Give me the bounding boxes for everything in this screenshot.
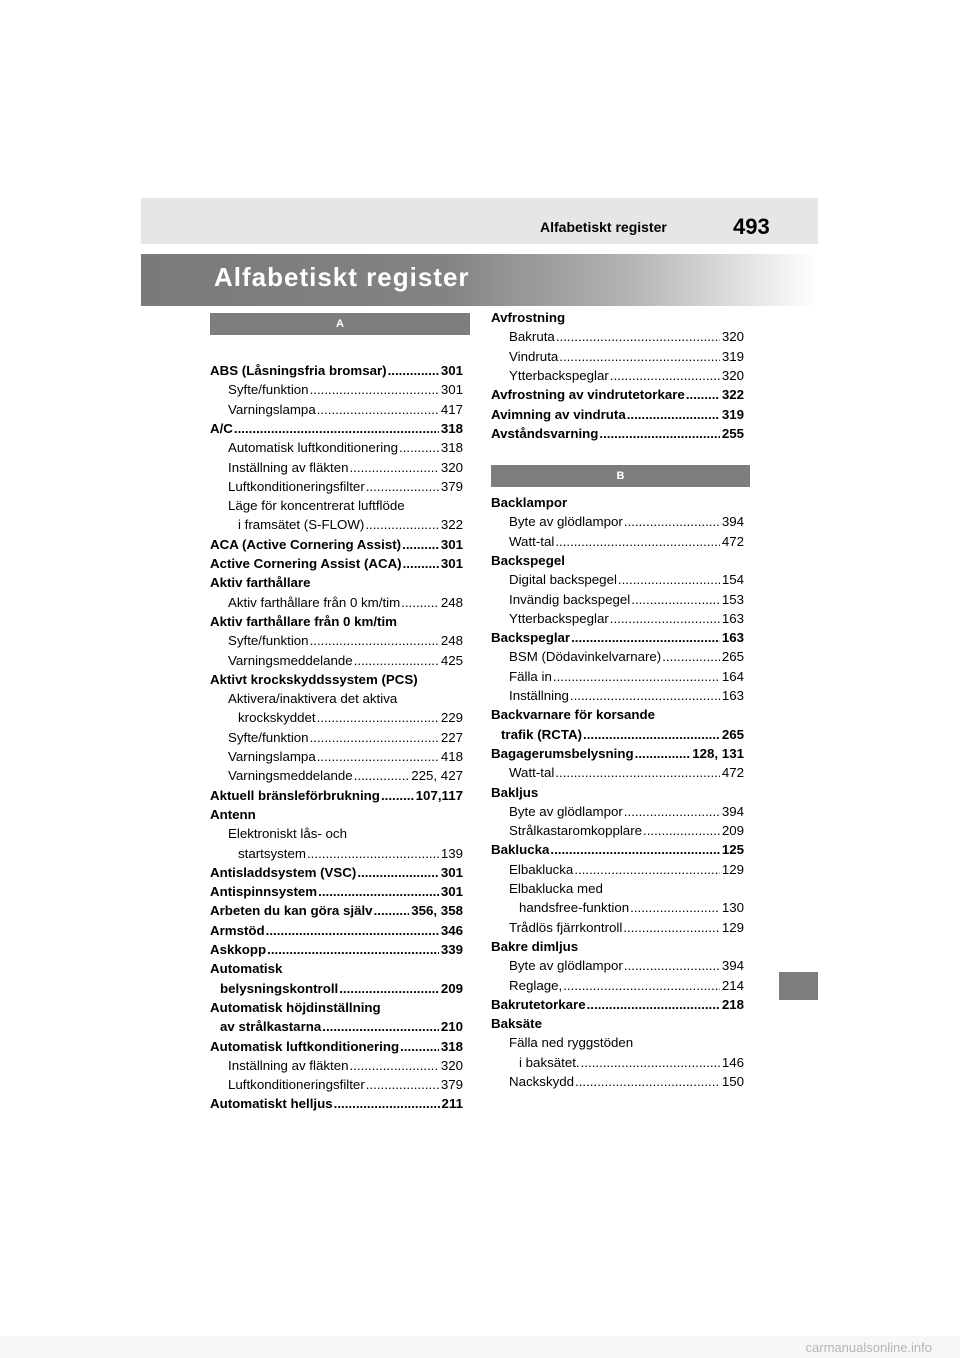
index-entry-label: Arbeten du kan göra själv xyxy=(210,903,373,919)
index-entry xyxy=(491,551,744,570)
index-entry-page: 248 xyxy=(440,633,463,649)
index-entry-page: 265 xyxy=(721,649,744,665)
leader-dots xyxy=(635,744,691,763)
leader-dots xyxy=(627,405,720,424)
index-entry-page: 301 xyxy=(440,864,463,880)
leader-dots xyxy=(357,863,439,882)
index-entry xyxy=(509,686,744,705)
leader-dots xyxy=(374,901,410,920)
index-entry xyxy=(210,1094,463,1113)
title-band xyxy=(141,254,818,306)
left-column xyxy=(210,313,470,1112)
index-entry xyxy=(228,438,463,457)
index-entry-label: ACA (Active Cornering Assist) xyxy=(210,536,402,552)
leader-dots xyxy=(317,747,439,766)
index-entry-page: 322 xyxy=(440,517,463,533)
header-section-title: Alfabetiskt register xyxy=(540,219,667,235)
leader-dots xyxy=(624,802,720,821)
index-entry xyxy=(519,898,744,917)
index-entry xyxy=(228,593,463,612)
index-entry-label: Baksäte xyxy=(491,1016,543,1032)
index-entry-label: Bakljus xyxy=(491,784,539,800)
index-entry-page: 153 xyxy=(721,591,744,607)
index-entry xyxy=(509,956,744,975)
index-entry-label: Digital backspegel xyxy=(509,572,617,588)
index-entry xyxy=(220,1017,463,1036)
index-entry-page: 128, 131 xyxy=(692,745,744,761)
index-entry-page: 339 xyxy=(440,942,463,957)
index-entry xyxy=(228,747,463,766)
index-entry xyxy=(210,786,463,805)
index-entry-page: 394 xyxy=(721,803,744,819)
index-entry-label: Automatisk höjdinställning xyxy=(210,999,381,1015)
section-letter-b: B xyxy=(491,465,750,487)
index-entry xyxy=(210,805,463,824)
index-entry-label: Fälla ned ryggstöden xyxy=(509,1035,634,1051)
leader-dots xyxy=(559,347,720,366)
index-entry-page: 130 xyxy=(721,900,744,916)
leader-dots xyxy=(662,647,720,666)
index-entry-label: Automatisk luftkonditionering xyxy=(228,440,398,456)
index-entry-label: Aktivt krockskyddssystem (PCS) xyxy=(210,671,418,687)
leader-dots xyxy=(317,708,439,727)
index-entry-label: Fälla in xyxy=(509,668,552,684)
leader-dots xyxy=(610,609,720,628)
index-entry-page: 320 xyxy=(721,329,744,345)
index-entry xyxy=(238,708,463,727)
index-entry-label: Luftkonditioneringsfilter xyxy=(228,1077,365,1093)
index-entry xyxy=(210,554,463,573)
index-entry xyxy=(228,458,463,477)
index-entry-page: 164 xyxy=(721,668,744,684)
leader-dots xyxy=(267,940,439,959)
index-entry-label: Syfte/funktion xyxy=(228,729,309,745)
leader-dots xyxy=(624,512,720,531)
index-entry xyxy=(509,918,744,937)
index-entry xyxy=(228,766,463,785)
index-entry xyxy=(228,477,463,496)
index-entry-label: Aktivera/inaktivera det aktiva xyxy=(228,691,398,707)
index-entry-page: 417 xyxy=(440,401,463,417)
index-entry-label: Syfte/funktion xyxy=(228,633,309,649)
index-entry xyxy=(228,1075,463,1094)
index-entry xyxy=(210,573,463,592)
leader-dots xyxy=(349,458,438,477)
index-entry-label: Reglage, xyxy=(509,977,563,993)
leader-dots xyxy=(583,725,720,744)
index-entry xyxy=(210,998,463,1017)
index-entry xyxy=(491,424,744,443)
index-entry-page: 211 xyxy=(441,1096,463,1112)
index-entry xyxy=(491,783,744,802)
leader-dots xyxy=(574,860,720,879)
index-entry-page: 265 xyxy=(721,726,744,742)
index-entry-label: Watt-tal xyxy=(509,533,555,549)
index-entry-label: Bakre dimljus xyxy=(491,938,579,954)
index-entry xyxy=(509,1072,744,1091)
index-entry xyxy=(228,380,463,399)
index-entry xyxy=(228,728,463,747)
index-entry xyxy=(509,976,744,995)
index-entry-label: av strålkastarna xyxy=(220,1019,322,1035)
index-entry xyxy=(509,609,744,628)
index-entry xyxy=(210,921,463,940)
page-number: 493 xyxy=(733,214,770,239)
index-entry-label: Invändig backspegel xyxy=(509,591,631,607)
index-entry xyxy=(228,631,463,650)
index-entry-label: i baksätet. xyxy=(519,1054,580,1070)
index-entry xyxy=(210,670,463,689)
index-entry-label: Inställning av fläkten xyxy=(228,1057,349,1073)
index-entry-label: handsfree-funktion xyxy=(519,900,630,916)
index-entry-page: 418 xyxy=(440,749,463,764)
index-entry xyxy=(509,366,744,385)
leader-dots xyxy=(401,593,439,612)
leader-dots xyxy=(550,840,719,859)
index-entry xyxy=(210,361,463,380)
index-entry-label: Avfrostning xyxy=(491,310,566,325)
index-entry-page: 320 xyxy=(721,367,744,383)
index-entry xyxy=(491,628,744,647)
watermark: carmanualsonline.info xyxy=(805,1340,932,1355)
index-entry-label: Askkopp xyxy=(210,942,267,957)
leader-dots xyxy=(587,995,720,1014)
index-entry-page: 154 xyxy=(721,572,744,588)
leader-dots xyxy=(686,385,720,404)
index-entry-label: trafik (RCTA) xyxy=(501,726,583,742)
index-entry-label: BSM (Dödavinkelvarnare) xyxy=(509,649,662,665)
index-entry xyxy=(220,979,463,998)
index-entry-page: 322 xyxy=(721,387,744,403)
index-entry xyxy=(228,689,463,708)
index-entry-label: Bagagerumsbelysning xyxy=(491,745,634,761)
leader-dots xyxy=(349,1056,438,1075)
leader-dots xyxy=(310,728,439,747)
leader-dots xyxy=(365,515,438,534)
index-entry-page: 255 xyxy=(721,425,744,441)
index-entry-page: 318 xyxy=(440,1038,463,1054)
index-entry-label: A/C xyxy=(210,420,233,436)
index-entry-page: 301 xyxy=(440,536,463,552)
index-entry-label: Aktiv farthållare från 0 km/tim xyxy=(210,613,397,629)
leader-dots xyxy=(307,844,439,863)
leader-dots xyxy=(643,821,720,840)
index-entry xyxy=(509,879,744,898)
index-entry-label: Aktiv farthållare från 0 km/tim xyxy=(228,594,401,610)
index-entry-page: 214 xyxy=(721,977,744,993)
chapter-side-tab xyxy=(779,972,818,1000)
index-entry-label: Bakruta xyxy=(509,329,555,345)
index-entry-page: 129 xyxy=(721,861,744,877)
index-entry xyxy=(228,651,463,670)
leader-dots xyxy=(571,628,720,647)
index-entry-page: 227 xyxy=(440,729,463,745)
index-entry-page: 394 xyxy=(721,514,744,530)
index-entry-label: i framsätet (S-FLOW) xyxy=(238,517,365,533)
index-entry-label: Watt-tal xyxy=(509,765,555,781)
index-entry-page: 163 xyxy=(721,688,744,703)
leader-dots xyxy=(322,1017,439,1036)
index-entry-label: belysningskontroll xyxy=(220,980,339,996)
leader-dots xyxy=(624,956,720,975)
leader-dots xyxy=(556,327,720,346)
index-entry-label: Antenn xyxy=(210,806,256,822)
leader-dots xyxy=(403,554,439,573)
index-entry-page: 301 xyxy=(440,556,463,571)
leader-dots xyxy=(402,535,439,554)
index-entry-page: 319 xyxy=(721,348,744,364)
index-entry-label: Baklucka xyxy=(491,842,550,858)
leader-dots xyxy=(575,1072,720,1091)
leader-dots xyxy=(630,898,720,917)
index-entry-page: 320 xyxy=(440,459,463,475)
leader-dots xyxy=(388,361,439,380)
leader-dots xyxy=(555,763,720,782)
index-entry-label: Inställning av fläkten xyxy=(228,459,349,475)
index-entry-label: Strålkastaromkopplare xyxy=(509,823,643,839)
index-entry-page: 210 xyxy=(440,1019,463,1035)
index-entry-label: Varningslampa xyxy=(228,401,316,417)
leader-dots xyxy=(631,590,720,609)
index-entry-label: Ytterbackspeglar xyxy=(509,610,609,626)
leader-dots xyxy=(310,631,439,650)
index-entry xyxy=(509,1033,744,1052)
index-entry-page: 229 xyxy=(440,710,463,726)
leader-dots xyxy=(234,419,439,438)
index-entry xyxy=(491,308,744,327)
index-entry xyxy=(491,1014,744,1033)
index-entry-label: Inställning xyxy=(509,688,569,703)
index-entry-page: 379 xyxy=(440,1077,463,1093)
index-entry-label: Ytterbackspeglar xyxy=(509,367,609,383)
section-letter-a: A xyxy=(210,313,470,335)
index-entry xyxy=(210,612,463,631)
index-entry xyxy=(509,590,744,609)
leader-dots xyxy=(399,438,439,457)
leader-dots xyxy=(623,918,720,937)
index-entry-label: Läge för koncentrerat luftflöde xyxy=(228,498,405,514)
index-entry xyxy=(210,940,463,959)
leader-dots xyxy=(354,651,439,670)
index-entry-label: Luftkonditioneringsfilter xyxy=(228,478,365,494)
index-entry xyxy=(491,385,744,404)
index-entry xyxy=(509,860,744,879)
index-entry xyxy=(509,763,744,782)
index-entry-page: 394 xyxy=(721,958,744,974)
index-entry xyxy=(210,882,463,901)
index-entry-page: 301 xyxy=(440,884,463,900)
leader-dots xyxy=(354,766,410,785)
index-entry-label: Active Cornering Assist (ACA) xyxy=(210,556,402,571)
index-entry xyxy=(491,405,744,424)
index-entry xyxy=(228,496,463,515)
index-entry xyxy=(238,515,463,534)
index-entry-label: Byte av glödlampor xyxy=(509,958,623,974)
index-entry-label: Aktuell bränsleförbrukning xyxy=(210,787,380,803)
leader-dots xyxy=(366,477,439,496)
index-entry-label: Byte av glödlampor xyxy=(509,803,623,819)
index-entry xyxy=(491,705,744,724)
index-entry-page: 318 xyxy=(440,420,463,436)
index-entry xyxy=(519,1053,744,1072)
index-entry-page: 301 xyxy=(440,363,463,378)
page-title: Alfabetiskt register xyxy=(214,262,470,292)
index-entry-label: Bakrutetorkare xyxy=(491,996,586,1012)
index-entry-page: 356, 358 xyxy=(411,903,463,919)
index-entry xyxy=(210,1037,463,1056)
index-entry-page: 248 xyxy=(440,594,463,610)
index-entry-label: Varningslampa xyxy=(228,749,316,764)
index-entry-page: 472 xyxy=(721,533,744,549)
index-entry xyxy=(509,327,744,346)
index-entry xyxy=(210,419,463,438)
index-entry-label: ABS (Låsningsfria bromsar) xyxy=(210,363,387,378)
leader-dots xyxy=(310,380,439,399)
leader-dots xyxy=(318,882,439,901)
index-entry-page: 125 xyxy=(721,842,744,858)
index-entry-label: Antisladdsystem (VSC) xyxy=(210,864,357,880)
index-entry-label: Avståndsvarning xyxy=(491,425,599,441)
index-entry-page: 163 xyxy=(721,630,744,646)
index-entry xyxy=(509,532,744,551)
leader-dots xyxy=(553,667,720,686)
index-entry-page: 346 xyxy=(440,922,463,938)
index-entry-label: startsystem xyxy=(238,845,306,861)
index-entry-page: 107,117 xyxy=(415,787,463,803)
leader-dots xyxy=(599,424,719,443)
index-entry xyxy=(210,535,463,554)
index-entry xyxy=(238,844,463,863)
index-entry-page: 163 xyxy=(721,610,744,626)
index-entry xyxy=(210,863,463,882)
index-entry xyxy=(491,995,744,1014)
index-entry-label: Aktiv farthållare xyxy=(210,575,311,591)
index-entry xyxy=(501,725,744,744)
index-entry xyxy=(491,937,744,956)
index-entry-page: 319 xyxy=(721,406,744,422)
index-entry xyxy=(228,824,463,843)
leader-dots xyxy=(339,979,439,998)
index-entry-label: Varningsmeddelande xyxy=(228,652,353,668)
leader-dots xyxy=(334,1094,440,1113)
index-entry xyxy=(491,840,744,859)
index-entry-label: Elbaklucka xyxy=(509,861,574,877)
index-entry-page: 225, 427 xyxy=(411,768,463,784)
index-entry-label: Nackskydd xyxy=(509,1074,575,1089)
index-entry xyxy=(228,1056,463,1075)
index-entry xyxy=(509,512,744,531)
index-entry-page: 129 xyxy=(721,919,744,935)
leader-dots xyxy=(317,400,439,419)
index-entry-page: 150 xyxy=(721,1074,744,1089)
index-entry xyxy=(210,959,463,978)
index-entry-label: Avfrostning av vindrutetorkare xyxy=(491,387,685,403)
index-entry-label: Antispinnsystem xyxy=(210,884,318,900)
index-entry xyxy=(509,821,744,840)
index-entry xyxy=(509,667,744,686)
leader-dots xyxy=(570,686,720,705)
index-entry-label: Syfte/funktion xyxy=(228,382,309,398)
index-entry xyxy=(509,802,744,821)
leader-dots xyxy=(366,1075,439,1094)
index-entry xyxy=(509,347,744,366)
index-entry-label: Vindruta xyxy=(509,348,559,364)
leader-dots xyxy=(581,1053,720,1072)
leader-dots xyxy=(381,786,414,805)
index-entry-label: Avimning av vindruta xyxy=(491,406,626,422)
index-entry-page: 209 xyxy=(721,823,744,839)
leader-dots xyxy=(266,921,439,940)
leader-dots xyxy=(563,976,720,995)
index-entry-page: 318 xyxy=(440,440,463,456)
leader-dots xyxy=(618,570,720,589)
index-entry xyxy=(491,493,744,512)
leader-dots xyxy=(400,1037,439,1056)
index-entry-label: Automatiskt helljus xyxy=(210,1096,333,1112)
index-entry-label: Elektroniskt lås- och xyxy=(228,826,347,842)
index-entry-page: 139 xyxy=(440,845,463,861)
index-entry xyxy=(228,400,463,419)
index-entry-page: 425 xyxy=(440,652,463,668)
index-entry-label: Backspegel xyxy=(491,552,565,568)
index-entry-page: 472 xyxy=(721,765,744,781)
index-entry-label: Automatisk luftkonditionering xyxy=(210,1038,400,1054)
leader-dots xyxy=(555,532,720,551)
index-entry-page: 146 xyxy=(721,1054,744,1070)
index-entry-label: Varningsmeddelande xyxy=(228,768,353,784)
index-entry-label: Elbaklucka med xyxy=(509,881,603,896)
header-band xyxy=(141,198,818,244)
leader-dots xyxy=(610,366,720,385)
index-entry-page: 320 xyxy=(440,1057,463,1073)
index-entry-label: Automatisk xyxy=(210,961,283,977)
index-entry xyxy=(509,570,744,589)
index-entry-label: Backlampor xyxy=(491,495,568,510)
index-entry-label: krockskyddet xyxy=(238,710,316,726)
index-entry-label: Armstöd xyxy=(210,922,265,938)
index-entry-label: Backvarnare för korsande xyxy=(491,707,656,723)
index-entry xyxy=(491,744,744,763)
index-entry xyxy=(509,647,744,666)
index-entry-label: Backspeglar xyxy=(491,630,571,646)
index-entry-label: Byte av glödlampor xyxy=(509,514,623,530)
index-entry-page: 301 xyxy=(440,382,463,398)
index-entry xyxy=(210,901,463,920)
index-entry-page: 218 xyxy=(721,996,744,1012)
index-entry-page: 379 xyxy=(440,478,463,494)
index-entry-page: 209 xyxy=(440,980,463,996)
index-entry-label: Trådlös fjärrkontroll xyxy=(509,919,623,935)
